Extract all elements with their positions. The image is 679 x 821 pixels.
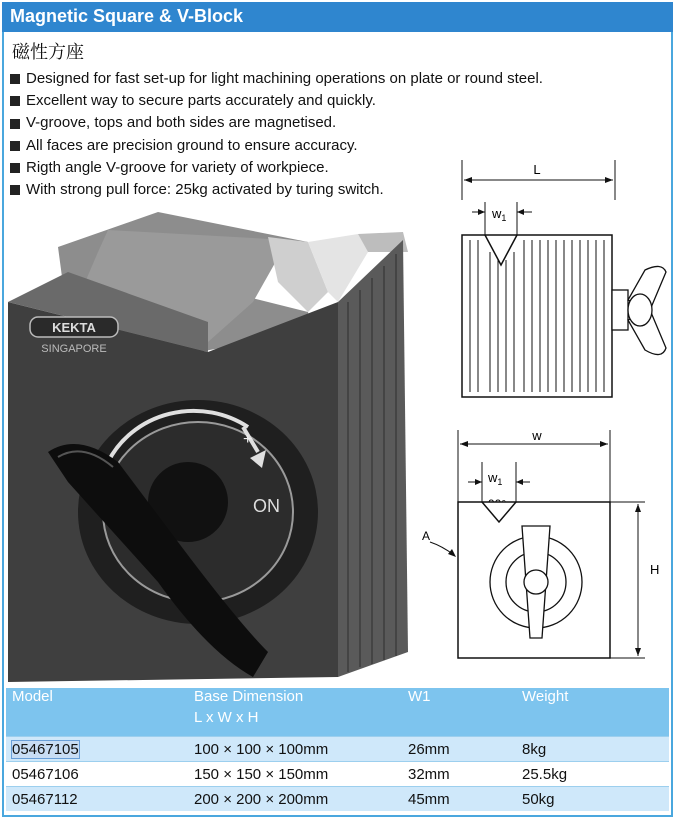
header-w1: W1 [408,688,522,737]
spec-table [6,688,669,811]
feature-text: Excellent way to secure parts accurately and quickly. [26,92,376,110]
square-bullet-icon [10,96,20,106]
feature-text: V-groove, tops and both sides are magnetised. [26,114,337,132]
face-a-label: A [422,529,431,543]
dimension-w1-front-label: $w_1$ [488,470,503,487]
header-base-dimension: Base Dimension L x W x H [194,688,408,737]
front-view-diagram [410,430,670,670]
top-view-diagram [440,160,670,410]
cell-weight: 50kg [522,787,669,812]
brand-logo-text: KEKTA [52,320,96,335]
dimension-l-label: L [533,162,541,177]
dimension-w-label: w [532,430,542,443]
feature-text: Designed for fast set-up for light machining operations on plate or round steel. [26,70,543,87]
square-bullet-icon [10,119,20,129]
cell-model[interactable]: 05467105 [6,737,194,762]
table-row [6,762,669,787]
table-row [6,737,669,762]
cell-w1: 45mm [408,787,522,812]
dimension-h-label: H [650,562,660,577]
chinese-title: 磁性方座 [12,42,84,63]
feature-item [8,68,543,90]
square-bullet-icon [10,163,20,173]
square-bullet-icon [10,185,20,195]
feature-item [8,112,543,134]
cell-base: 100 × 100 × 100mm [194,737,408,762]
dimension-w1-label: $w_1$ [492,206,507,223]
cell-weight: 25.5kg [522,762,669,787]
feature-item [8,135,543,157]
product-photo [8,212,431,682]
title-bar [2,2,673,32]
square-bullet-icon [10,141,20,151]
cell-w1: 26mm [408,737,522,762]
square-bullet-icon [10,74,20,84]
cell-base: 150 × 150 × 150mm [194,762,408,787]
feature-text: With strong pull force: 25kg activated by turing switch. [26,181,384,199]
table-row [6,787,669,812]
feature-text: Rigth angle V-groove for variety of workpiece. [26,158,329,176]
page-title: Magnetic Square & V-Block [10,6,244,26]
header-model: Model [6,688,194,737]
plus-marking: + [243,431,253,448]
cell-model: 05467112 [6,787,194,812]
brand-sub-text: SINGAPORE [41,343,107,355]
cell-weight: 8kg [522,737,669,762]
cell-model: 05467106 [6,762,194,787]
cell-base: 200 × 200 × 200mm [194,787,408,812]
table-header-row [6,688,669,737]
header-weight: Weight [522,688,669,737]
on-label: ON [253,496,280,516]
feature-text: All faces are precision ground to ensure accuracy. [26,136,358,154]
cell-w1: 32mm [408,762,522,787]
feature-item [8,90,543,112]
